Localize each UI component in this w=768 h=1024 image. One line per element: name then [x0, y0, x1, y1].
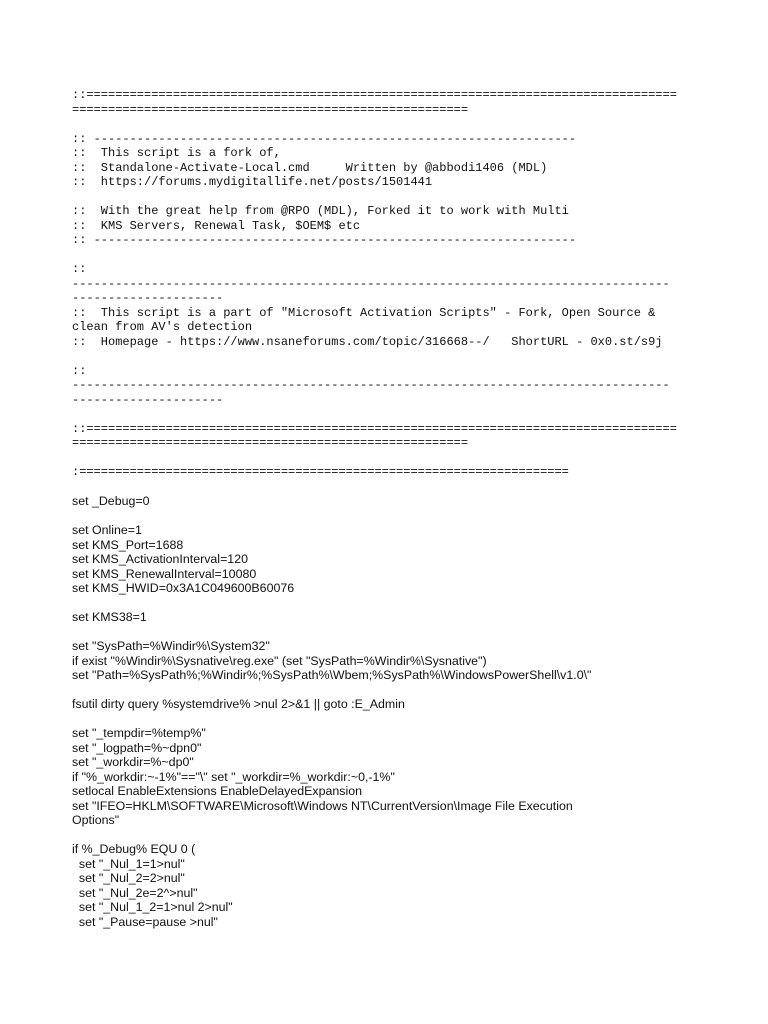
text-line [72, 625, 712, 640]
text-line: set "_Nul_1=1>nul" [72, 856, 185, 871]
text-line: :: ------------------------------------------------------------------- [72, 233, 577, 247]
text-line: ======================================================= [72, 102, 469, 117]
text-line [72, 451, 712, 466]
text-line [72, 480, 712, 495]
text-line: set "_workdir=%~dp0" [72, 755, 194, 769]
text-line: set "Path=%SysPath%;%Windir%;%SysPath%\Wbem;%SysPath%\WindowsPowerShell\v1.0\" [72, 668, 592, 682]
text-line: set "_Nul_1_2=1>nul 2>nul" [72, 900, 233, 914]
text-line [72, 349, 712, 364]
text-line: :: With the great help from @RPO (MDL), Forked it to work with Multi [72, 204, 569, 218]
text-line [72, 683, 712, 698]
text-line: set KMS_RenewalInterval=10080 [72, 566, 257, 581]
text-line: set "IFEO=HKLM\SOFTWARE\Microsoft\Windows NT\CurrentVersion\Image File Execution [72, 798, 573, 813]
text-line: :: Homepage - https://www.nsaneforums.com/topic/316668--/ ShortURL - 0x0.st/s9j [72, 334, 663, 349]
text-line: if exist "%Windir%\Sysnative\reg.exe" (set "SysPath=%Windir%\Sysnative") [72, 653, 487, 668]
text-line: :: Standalone-Activate-Local.cmd Written by @abbodi1406 (MDL) [72, 160, 548, 175]
text-line: :: KMS Servers, Renewal Task, $OEM$ etc [72, 218, 361, 233]
text-line: --------------------- [72, 291, 224, 305]
text-line: :: [72, 262, 87, 276]
text-line: ::================================================================================== [72, 88, 677, 102]
text-line [72, 712, 712, 727]
text-line: if "%_workdir:~-1%"=="\" set "_workdir=%_workdir:~0,-1%" [72, 769, 395, 784]
text-line: Options" [72, 813, 120, 827]
text-line: set Online=1 [72, 523, 142, 537]
text-line [72, 407, 712, 422]
text-line: :: [72, 363, 87, 378]
text-line: set _Debug=0 [72, 494, 150, 508]
text-line [72, 509, 712, 524]
text-line: fsutil dirty query %systemdrive% >nul 2>&1 || goto :E_Admin [72, 697, 405, 711]
text-line: :: https://forums.mydigitallife.net/posts/1501441 [72, 175, 433, 189]
text-line: clean from AV's detection [72, 320, 253, 334]
text-line: ======================================================= [72, 436, 469, 450]
document-page [72, 88, 712, 929]
text-line: set KMS_HWID=0x3A1C049600B60076 [72, 581, 295, 595]
text-line: ::================================================================================== [72, 421, 677, 436]
text-line: set "_Nul_2=2>nul" [72, 871, 185, 885]
text-line: :==================================================================== [72, 465, 569, 479]
text-line: :: This script is a fork of, [72, 146, 281, 160]
text-line: set KMS_ActivationInterval=120 [72, 552, 248, 566]
text-line: if %_Debug% EQU 0 ( [72, 842, 196, 856]
text-line: setlocal EnableExtensions EnableDelayedExpansion [72, 784, 362, 798]
text-line: set KMS38=1 [72, 610, 147, 624]
text-line: :: ------------------------------------------------------------------- [72, 131, 577, 146]
text-line [72, 248, 712, 263]
text-line: set "SysPath=%Windir%\System32" [72, 639, 270, 653]
text-line [72, 596, 712, 611]
text-line: set "_Nul_2e=2^>nul" [72, 885, 198, 900]
text-line [72, 117, 712, 132]
text-line: ----------------------------------------------------------------------------------- [72, 276, 670, 291]
text-line: set "_Pause=pause >nul" [72, 914, 218, 929]
text-line: --------------------- [72, 392, 224, 407]
text-line [72, 828, 712, 843]
text-line: set "_tempdir=%temp%" [72, 726, 206, 740]
text-line [72, 190, 712, 205]
text-line: :: This script is a part of "Microsoft Activation Scripts" - Fork, Open Source & [72, 305, 656, 320]
text-line: set KMS_Port=1688 [72, 537, 184, 552]
text-line: ----------------------------------------------------------------------------------- [72, 378, 670, 392]
text-line: set "_logpath=%~dpn0" [72, 740, 202, 755]
